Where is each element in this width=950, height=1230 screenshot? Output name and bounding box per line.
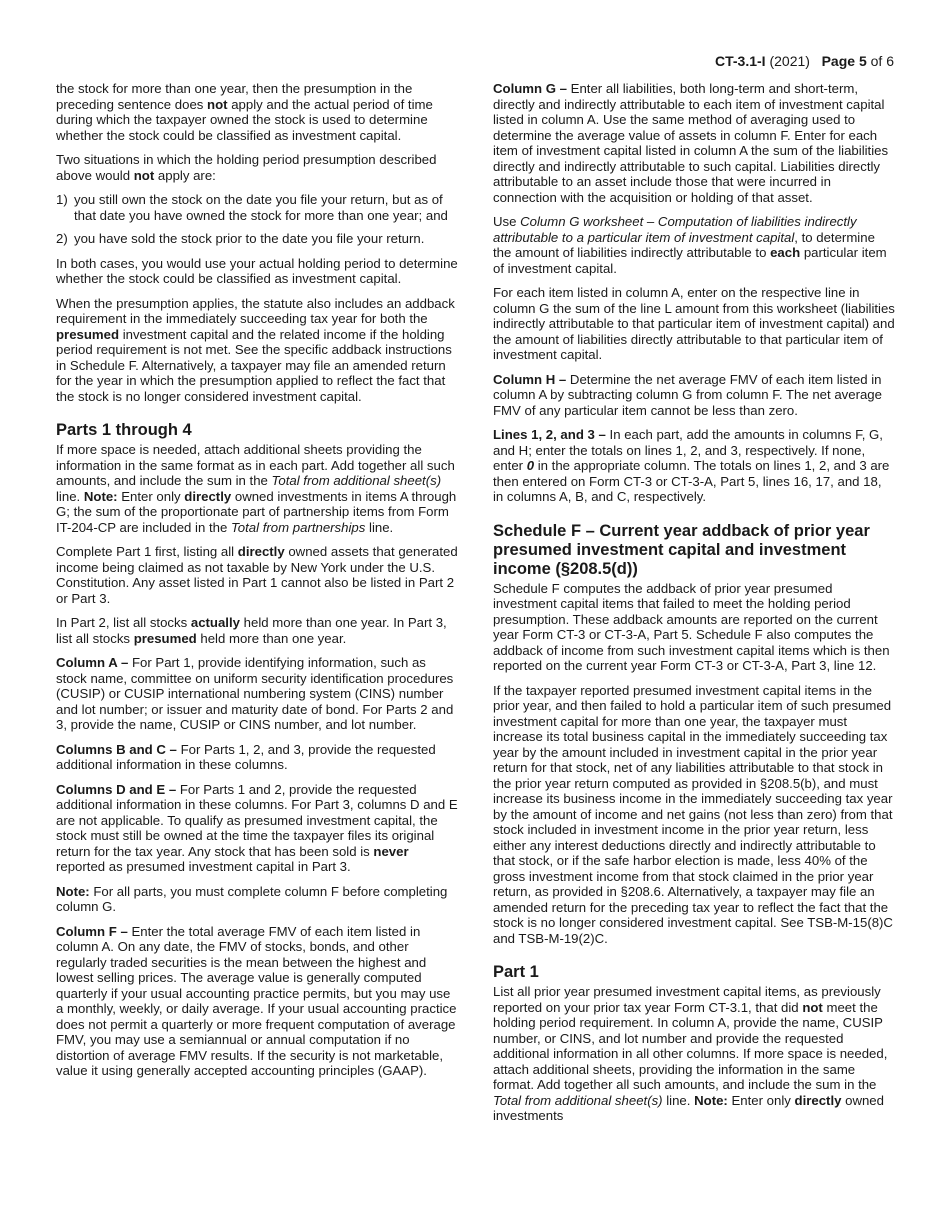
paragraph: If the taxpayer reported presumed investment capital items in the prior year, and then failed to hold a particular item of such presumed investment capital for more than one year, the taxpayer must increase its total business capital in the immediately succeeding tax year by the amount included in investment capital in the prior year return for that stock, net of any liabilities attributable to that stock in the prior year return computed as provided in §208.5(b), and must increase its business income in the immediately succeeding tax year by the amount of income and net gains (not less than zero) from that stock included in investment income in the prior year return, less either any interest deductions directly and indirectly attributable to that stock, or if the safe harbor election is made, less 40% of the gross investment income from that stock claimed in the prior year return, as provided in §208.6. Alternatively, a taxpayer may file an amended return for the preceding tax year to reflect the fact that the stock is no longer considered investment capital. See TSB-M-15(8)C and TSB-M-19(2)C. bbox=[493, 682, 893, 946]
paragraph-column-h: Column H – Determine the net average FMV of each item listed in column A by subtracting column G from column F. The net average FMV of any particular item cannot be less than zero. bbox=[493, 371, 882, 418]
italic-text: Total from partnerships bbox=[230, 519, 366, 535]
paragraph: Use Column G worksheet – Computation of liabilities indirectly attributable to a particular item of investment capital, to determine the amount of liabilities indirectly attributable to each particular item of investment capital. bbox=[493, 214, 887, 276]
paragraph: If more space is needed, attach additional sheets providing the information in the same format as in each part. Add together all such amounts, and include the sum in the Total from additional sheet(s) line. Note: Enter only directly owned investments in items A through G; the sum of the proportionate part of partnership items from Form IT-204-CP are included in the Total from partnerships line. bbox=[56, 442, 457, 535]
bold-text: Lines 1, 2, and 3 – bbox=[493, 427, 606, 442]
paragraph: the stock for more than one year, then the presumption in the preceding sentence does not apply and the actual period of time during which the taxpayer owned the stock is used to determine whether the stock could be classified as investment capital. bbox=[56, 81, 433, 143]
bold-text: presumed bbox=[133, 630, 197, 646]
bold-text: presumed bbox=[56, 326, 120, 342]
bold-text: Column F – bbox=[56, 923, 128, 939]
paragraph: In both cases, you would use your actual holding period to determine whether the stock could be classified as investment capital. bbox=[56, 255, 458, 286]
left-column bbox=[56, 81, 458, 1088]
form-year: (2021) bbox=[769, 53, 810, 69]
bold-text: not bbox=[802, 999, 823, 1015]
paragraph: In Part 2, list all stocks actually held more than one year. In Part 3, list all stocks presumed held more than one year. bbox=[56, 615, 447, 646]
bold-text: Note: bbox=[83, 488, 118, 504]
italic-text: Total from additional sheet(s) bbox=[271, 473, 442, 488]
bold-text: not bbox=[207, 96, 228, 112]
paragraph-note: Note: For all parts, you must complete column F before completing column G. bbox=[56, 883, 448, 914]
list-item bbox=[56, 192, 458, 223]
section-heading-parts: Parts 1 through 4 bbox=[56, 421, 192, 439]
paragraph-column-g: Column G – Enter all liabilities, both long-term and short-term, directly and indirectly attributable to each item of investment capital listed in column A. Use the same method of averaging used to determine the average value of assets in column F. Enter for each item of investment capital listed in column A the sum of the liabilities directly and indirectly attributable to such capital. Liabilities directly attributable to an asset include those that were incurred in connection with the acquisition or holding of that asset. bbox=[493, 81, 889, 205]
page-label: Page bbox=[821, 53, 856, 69]
situations-list bbox=[56, 192, 458, 247]
bold-text: Column H – bbox=[493, 371, 567, 387]
bold-text: Column A – bbox=[56, 655, 129, 670]
bold-text: never bbox=[373, 843, 409, 859]
paragraph-column-a: Column A – For Part 1, provide identifying information, such as stock name, committee on uniform security identification procedures (CUSIP) or CUSIP international numbering system (CINS) number and lot number; or issuer and maturity date of bond. For Parts 2 and 3, provide the name, CUSIP or CINS number, and lot number. bbox=[56, 655, 454, 732]
list-text: you have sold the stock prior to the date you file your return. bbox=[74, 231, 425, 246]
list-number: 2) bbox=[56, 231, 68, 246]
paragraph: For each item listed in column A, enter on the respective line in column G the sum of the line L amount from this worksheet (liabilities indirectly attributable to that particular item of investment capital) and the amount of liabilities directly attributable to that particular item of investment capital. bbox=[493, 285, 895, 362]
bold-text: actually bbox=[190, 615, 240, 630]
page-number: 5 bbox=[858, 53, 867, 69]
paragraph: Complete Part 1 first, listing all directly owned assets that generated income being claimed as not taxable by New York under the U.S. Constitution. Any asset listed in Part 1 cannot also be listed in Part 2 or Part 3. bbox=[56, 544, 458, 606]
italic-text: Column G worksheet – Computation of liabilities indirectly attributable to a particular item of investment capital bbox=[493, 214, 857, 245]
bold-text: directly bbox=[184, 488, 232, 504]
bold-text: Note: bbox=[694, 1092, 728, 1108]
paragraph: When the presumption applies, the statute also includes an addback requirement in the immediately succeeding tax year for both the presumed investment capital and the related income if the holding period requirement is not met. See the specific addback instructions in Schedule F. Alternatively, a taxpayer may file an amended return for the year in which the presumption applied to reflect the fact that the stock is no longer considered investment capital. bbox=[56, 295, 455, 404]
paragraph-column-f: Column F – Enter the total average FMV of each item listed in column A. On any date, the FMV of stocks, bonds, and other regularly traded securities is the mean between the highest and lowest selling prices. The average value is generally computed quarterly if your usual accounting practice permits, but you may use a monthly, weekly, or daily average. If your usual accounting practice does not permit a quarterly or more frequent computation of average FMV, you may use a semiannual or annual computation if no distortion of average FMV results. If the security is not marketable, value it using generally accepted accounting principles (GAAP). bbox=[56, 923, 457, 1078]
bold-text: each bbox=[770, 245, 801, 260]
italic-text: Total from additional sheet(s) bbox=[493, 1092, 663, 1108]
list-text: you still own the stock on the date you file your return, but as of that date you have owned the stock for more than one year; and bbox=[74, 192, 448, 223]
paragraph: List all prior year presumed investment capital items, as previously reported on your prior tax year Form CT-3.1, that did not meet the holding period requirement. In column A, provide the name, CUSIP number, or CINS, and lot number and provide the requested additional information in all other columns. If more space is needed, attach additional sheets, providing the information in the same format. Add together all such amounts, and include the sum in the Total from additional sheet(s) line. Note: Enter only directly owned investments bbox=[493, 984, 888, 1123]
section-heading-part-1: Part 1 bbox=[493, 963, 539, 981]
page-total: of 6 bbox=[870, 53, 894, 69]
paragraph-columns-d-e: Columns D and E – For Parts 1 and 2, provide the requested additional information in these columns. For Part 3, columns D and E are not applicable. To qualify as presumed investment capital, the stock must still be owned at the time the taxpayer files its original return for the tax year. Any stock that has been sold is never reported as presumed investment capital in Part 3. bbox=[56, 781, 458, 874]
bold-text: 0 bbox=[526, 458, 535, 473]
bold-text: directly bbox=[794, 1092, 842, 1108]
bold-text: Columns D and E – bbox=[56, 781, 177, 797]
bold-text: Note: bbox=[56, 883, 90, 899]
right-column bbox=[493, 81, 895, 1133]
bold-text: Columns B and C – bbox=[56, 741, 177, 757]
section-heading-schedule-f: Schedule F – Current year addback of prior year presumed investment capital and investment income (§208.5(d)) bbox=[493, 521, 870, 578]
list-item bbox=[56, 231, 458, 247]
list-number: 1) bbox=[56, 192, 68, 207]
bold-text: Column G – bbox=[493, 81, 567, 96]
paragraph: Schedule F computes the addback of prior year presumed investment capital items that failed to meet the holding period presumption. These addback amounts are reported on the current year Form CT-3 or CT-3-A, Part 5. Schedule F also computes the addback of income from such investment capital items which is then reported on the current year Form CT-3 or CT-3-A, Part 3, line 12. bbox=[493, 580, 890, 673]
bold-text: not bbox=[133, 167, 155, 183]
form-id: CT-3.1-I bbox=[714, 53, 766, 69]
page-header bbox=[715, 52, 894, 70]
paragraph-lines-1-2-3: Lines 1, 2, and 3 – In each part, add the amounts in columns F, G, and H; enter the totals on lines 1, 2, and 3, respectively. If none, enter 0 in the appropriate column. The totals on lines 1, 2, and 3 are then entered on Form CT-3 or CT-3-A, Part 5, lines 16, 17, and 18, in columns A, B, and C, respectively. bbox=[493, 427, 890, 504]
paragraph-columns-b-c: Columns B and C – For Parts 1, 2, and 3, provide the requested additional information in these columns. bbox=[56, 741, 436, 772]
bold-text: directly bbox=[237, 544, 285, 559]
paragraph: Two situations in which the holding period presumption described above would not apply are: bbox=[56, 152, 437, 183]
